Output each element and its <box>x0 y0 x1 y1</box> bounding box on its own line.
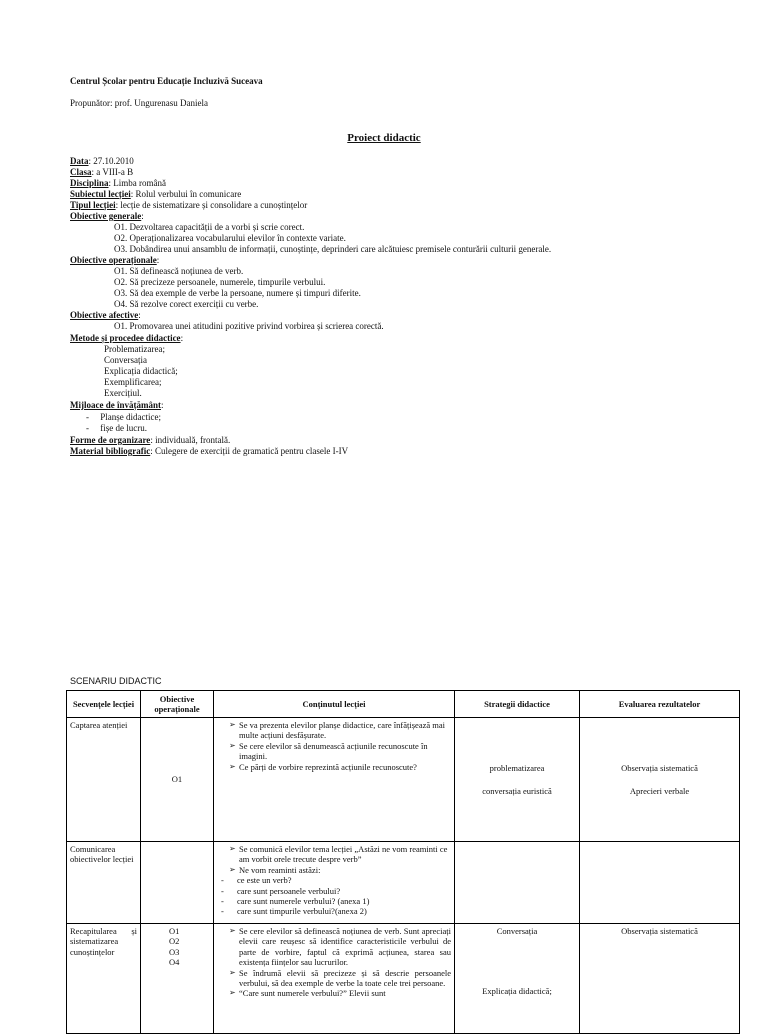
operational-objective-item: O1. Să definească noțiunea de verb. <box>114 266 244 276</box>
means-label: Mijloace de învățământ: <box>70 400 164 410</box>
content-cell <box>214 924 455 1034</box>
general-objective-item: O3. Dobândirea unui ansamblu de informații, cunoștințe, deprinderi care alcătuiesc premisele conturării culturii generale. <box>114 244 552 254</box>
school-name: Centrul Școlar pentru Educație Incluzivă Suceava <box>70 76 263 86</box>
sequence-cell: Comunicarea obiectivelor lecției <box>67 842 141 924</box>
header-content: Conținutul lecției <box>214 691 455 718</box>
date-line: Data: 27.10.2010 <box>70 156 134 166</box>
header-strategies: Strategii didactice <box>455 691 580 718</box>
content-item: ➢ Se îndrumă elevii să precizeze și să descrie persoanele verbului, să dea exemple de verbe la toate cele trei persoane. <box>239 968 451 989</box>
strategy-cell: problematizarea conversația euristică <box>455 718 580 842</box>
content-item: - care sunt timpurile verbului?(anexa 2) <box>237 906 451 916</box>
scenario-table <box>66 690 740 1034</box>
evaluation-cell: Observația sistematică Aprecieri verbale <box>580 718 740 842</box>
content-item: ➢ Se cere elevilor să definească noțiunea de verb. Sunt apreciați elevii care reușesc să identifice caracteristicile verbului de parte de vorbire, faptul că exprimă acțiunea, starea sau existența ființelor sau lucrurilor. <box>239 926 451 968</box>
table-header-row <box>67 691 740 718</box>
bibliography-line: Material bibliografic: Culegere de exerciții de gramatică pentru clasele I-IV <box>70 446 349 456</box>
evaluation-cell <box>580 842 740 924</box>
objective-cell <box>141 842 214 924</box>
header-objectives: Obiective operaționale <box>141 691 214 718</box>
strategy-cell: Conversația Explicația didactică; <box>455 924 580 1034</box>
method-item: Exemplificarea; <box>104 377 162 387</box>
content-item: - ce este un verb? <box>237 875 451 885</box>
method-item: Conversația <box>104 355 147 365</box>
general-objective-item: O1. Dezvoltarea capacității de a vorbi și scrie corect. <box>114 222 305 232</box>
objective-cell: O1 O2 O3 O4 <box>141 924 214 1034</box>
class-line: Clasa: a VIII-a B <box>70 167 134 177</box>
forms-line: Forme de organizare: individuală, frontală. <box>70 435 231 445</box>
strategy-cell <box>455 842 580 924</box>
content-item: ➢ Se comunică elevilor tema lecției „Astăzi ne vom reaminti ce am vorbit orele trecute despre verb” <box>239 844 451 865</box>
content-item: ➢ Ce părți de vorbire reprezintă acțiunile recunoscute? <box>239 762 451 772</box>
general-objective-item: O2. Operaționalizarea vocabularului elevilor în contexte variate. <box>114 233 346 243</box>
content-item: ➢ Ne vom reaminti astăzi: <box>239 865 451 875</box>
operational-objective-item: O2. Să precizeze persoanele, numerele, timpurile verbului. <box>114 277 326 287</box>
sequence-cell: Recapitularea și sistematizarea cunoștințelor <box>67 924 141 1034</box>
affective-objectives-label: Obiective afective: <box>70 310 141 320</box>
method-item: Exercițiul. <box>104 388 142 398</box>
lesson-type-line: Tipul lecției: lecție de sistematizare și consolidare a cunoștințelor <box>70 200 308 210</box>
subject-line: Disciplina: Limba română <box>70 178 166 188</box>
content-item: ➢ “Care sunt numerele verbului?” Elevii sunt <box>239 988 451 998</box>
methods-label: Metode și procedee didactice: <box>70 333 184 343</box>
method-item: Explicația didactică; <box>104 366 178 376</box>
general-objectives-label: Obiective generale: <box>70 211 144 221</box>
content-item: - care sunt numerele verbului? (anexa 1) <box>237 896 451 906</box>
table-row <box>67 842 740 924</box>
operational-objective-item: O3. Să dea exemple de verbe la persoane, numere și timpuri diferite. <box>114 288 361 298</box>
method-item: Problematizarea; <box>104 344 165 354</box>
objective-cell: O1 <box>141 718 214 842</box>
table-row <box>67 924 740 1034</box>
header-sequences: Secvențele lecției <box>67 691 141 718</box>
means-item: - Planșe didactice; <box>86 412 161 422</box>
content-item: ➢ Se va prezenta elevilor planșe didactice, care înfățișează mai multe acțiuni desfășurate. <box>239 720 451 741</box>
content-item: ➢ Se cere elevilor să denumească acțiunile recunoscute în imagini. <box>239 741 451 762</box>
content-cell <box>214 842 455 924</box>
page-title: Proiect didactic <box>347 132 421 144</box>
means-item: - fișe de lucru. <box>86 423 147 433</box>
content-cell <box>214 718 455 842</box>
operational-objectives-label: Obiective operaționale: <box>70 255 160 265</box>
sequence-cell: Captarea atenției <box>67 718 141 842</box>
table-row <box>67 718 740 842</box>
header-evaluation: Evaluarea rezultatelor <box>580 691 740 718</box>
evaluation-cell: Observația sistematică <box>580 924 740 1034</box>
topic-line: Subiectul lecției: Rolul verbului în comunicare <box>70 189 242 199</box>
scenario-title: SCENARIU DIDACTIC <box>70 676 162 686</box>
proposer: Propunător: prof. Ungurenasu Daniela <box>70 98 208 108</box>
operational-objective-item: O4. Să rezolve corect exerciții cu verbe. <box>114 299 259 309</box>
content-item: - care sunt persoanele verbului? <box>237 886 451 896</box>
affective-objective-item: O1. Promovarea unei atitudini pozitive privind vorbirea și scrierea corectă. <box>114 321 384 331</box>
